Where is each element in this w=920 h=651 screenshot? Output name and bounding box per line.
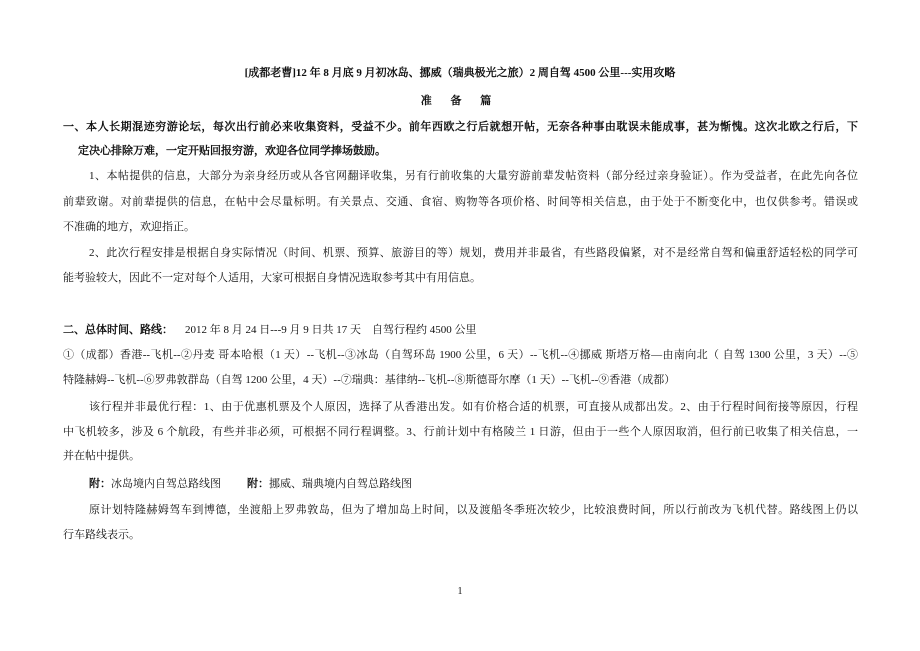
intro-line-1: 一、本人长期混迹穷游论坛，每次出行前必来收集资料，受益不少。前年西欧之行后就想开帖，无奈各种事由耽误未能成事，甚为惭愧。这次北欧之行后，下: [63, 121, 858, 133]
note1-line-3: 不准确的地方，欢迎指正。: [63, 221, 195, 233]
note1-line-1: 1、本帖提供的信息，大部分为亲身经历或从各官网翻译收集，另有行前收集的大量穷游前辈发帖资料（部分经过亲身验证）。作为受益者，在此先向各位: [89, 170, 858, 182]
appendix-norway-sweden: [247, 476, 412, 492]
remark-line-3: 并在帖中提供。: [63, 450, 140, 462]
overview-summary: 2012 年 8 月 24 日---9 月 9 日共 17 天 自驾行程约 4500 公里: [185, 324, 477, 336]
overview-heading: 二、总体时间、路线：: [63, 324, 173, 336]
note1-line-2: 前辈致谢。对前辈提供的信息，在帖中会尽量标明。有关景点、交通、食宿、购物等各项价格、时间等相关信息，由于处于不断变化中，也仅供参考。错误或: [63, 196, 858, 208]
document-title: [成都老曹]12 年 8 月底 9 月初冰岛、挪威（瑞典极光之旅）2 周自驾 4500 公里---实用攻略: [244, 67, 676, 79]
note2-line-2: 能考验较大，因此不一定对每个人适用，大家可根据自身情况选取参考其中有用信息。: [63, 272, 481, 284]
plan-line-1: 原计划特隆赫姆驾车到博德，坐渡船上罗弗敦岛，但为了增加岛上时间，以及渡船冬季班次较少，比较浪费时间，所以行前改为飞机代替。路线图上仍以: [89, 504, 858, 516]
intro-line-2: 定决心排除万难，一定开贴回报穷游，欢迎各位同学捧场鼓励。: [78, 145, 386, 157]
appendix-text: 冰岛境内自驾总路线图: [111, 478, 221, 490]
plan-line-2: 行车路线表示。: [63, 529, 140, 541]
remark-line-1: 该行程并非最优行程：1、由于优惠机票及个人原因，选择了从香港出发。如有价格合适的机票，可直接从成都出发。2、由于行程时间衔接等原因，行程: [89, 401, 858, 413]
section-title: 准 备 篇: [420, 95, 500, 107]
appendix-label: 附：: [247, 478, 269, 490]
remark-line-2: 中飞机较多，涉及 6 个航段，有些并非必须，可根据不同行程调整。3、行前计划中有格陵兰 1 日游，但由于一些个人原因取消，但行前已收集了相关信息，一: [63, 426, 858, 438]
appendix-text: 挪威、瑞典境内自驾总路线图: [269, 478, 412, 490]
page-number: 1: [457, 586, 463, 597]
route-line-1: ①（成都）香港--飞机--②丹麦 哥本哈根（1 天）--飞机--③冰岛（自驾环岛 1900 公里，6 天）--飞机--④挪威 斯塔万格—由南向北（ 自驾 1300 公里，3 天）--⑤: [63, 349, 858, 361]
note2-line-1: 2、此次行程安排是根据自身实际情况（时间、机票、预算、旅游目的等）规划，费用并非最省，有些路段偏紧，对不是经常自驾和偏重舒适轻松的同学可: [89, 247, 858, 259]
overview-line: [63, 322, 477, 338]
appendix-label: 附：: [89, 478, 111, 490]
appendix-iceland: [89, 476, 221, 492]
route-line-2: 特隆赫姆--飞机--⑥罗弗敦群岛（自驾 1200 公里，4 天）--⑦瑞典：基律纳--飞机--⑧斯德哥尔摩（1 天）--飞机--⑨香港（成都）: [63, 374, 676, 386]
